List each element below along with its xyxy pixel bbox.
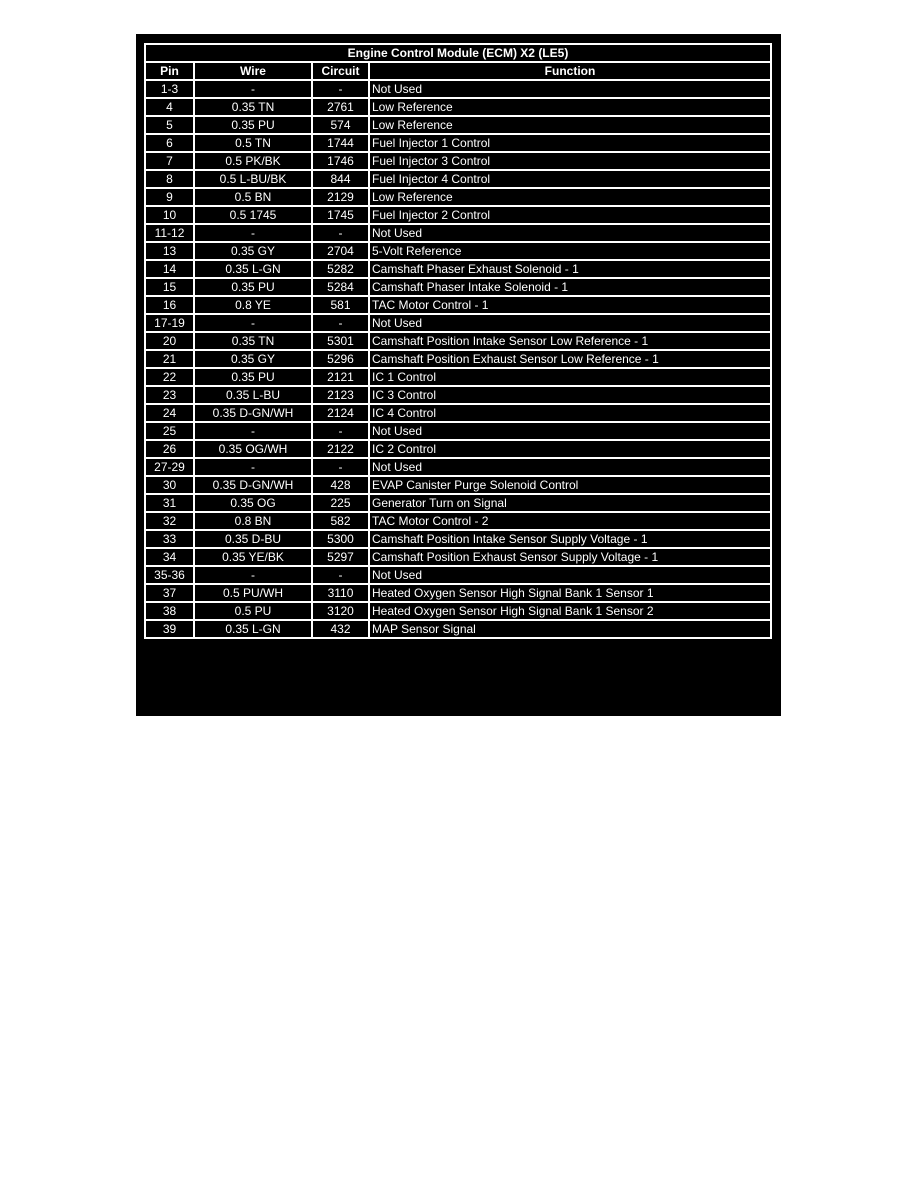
table-row — [146, 99, 770, 117]
table-row — [146, 567, 770, 585]
pin-cell: 11-12 — [146, 225, 195, 243]
function-cell: Low Reference — [370, 117, 770, 135]
pin-cell: 33 — [146, 531, 195, 549]
wire-cell: 0.5 1745 — [195, 207, 313, 225]
function-cell: Not Used — [370, 423, 770, 441]
pin-cell: 4 — [146, 99, 195, 117]
pin-cell: 16 — [146, 297, 195, 315]
wire-cell: 0.5 BN — [195, 189, 313, 207]
wire-cell: 0.5 PK/BK — [195, 153, 313, 171]
circuit-cell: 2123 — [313, 387, 370, 405]
table-row — [146, 315, 770, 333]
pin-cell: 35-36 — [146, 567, 195, 585]
circuit-cell: - — [313, 225, 370, 243]
circuit-cell: - — [313, 81, 370, 99]
table-row — [146, 225, 770, 243]
function-cell: Fuel Injector 3 Control — [370, 153, 770, 171]
circuit-cell: 581 — [313, 297, 370, 315]
wire-cell: 0.35 GY — [195, 243, 313, 261]
circuit-cell: 5284 — [313, 279, 370, 297]
function-cell: Camshaft Position Exhaust Sensor Supply Voltage - 1 — [370, 549, 770, 567]
function-cell: Not Used — [370, 315, 770, 333]
circuit-cell: 5296 — [313, 351, 370, 369]
pin-cell: 14 — [146, 261, 195, 279]
table-row — [146, 207, 770, 225]
circuit-cell: 5282 — [313, 261, 370, 279]
circuit-cell: 2761 — [313, 99, 370, 117]
circuit-cell: 1744 — [313, 135, 370, 153]
pin-cell: 24 — [146, 405, 195, 423]
function-cell: TAC Motor Control - 1 — [370, 297, 770, 315]
function-cell: Not Used — [370, 567, 770, 585]
circuit-cell: 582 — [313, 513, 370, 531]
pin-cell: 20 — [146, 333, 195, 351]
function-cell: Fuel Injector 4 Control — [370, 171, 770, 189]
table-row — [146, 297, 770, 315]
function-cell: Camshaft Position Intake Sensor Supply Voltage - 1 — [370, 531, 770, 549]
function-cell: Fuel Injector 2 Control — [370, 207, 770, 225]
table-row — [146, 477, 770, 495]
function-cell: Not Used — [370, 225, 770, 243]
wire-cell: 0.35 D-GN/WH — [195, 405, 313, 423]
wire-cell: 0.35 OG — [195, 495, 313, 513]
circuit-cell: 432 — [313, 621, 370, 637]
pin-cell: 30 — [146, 477, 195, 495]
table-row — [146, 495, 770, 513]
function-cell: Not Used — [370, 81, 770, 99]
pin-cell: 37 — [146, 585, 195, 603]
table-row — [146, 351, 770, 369]
wire-cell: 0.5 L-BU/BK — [195, 171, 313, 189]
circuit-cell: 3110 — [313, 585, 370, 603]
circuit-cell: - — [313, 459, 370, 477]
function-cell: Fuel Injector 1 Control — [370, 135, 770, 153]
pin-cell: 39 — [146, 621, 195, 637]
wire-cell: 0.35 YE/BK — [195, 549, 313, 567]
wire-cell: 0.35 L-BU — [195, 387, 313, 405]
wire-cell: 0.5 PU/WH — [195, 585, 313, 603]
wire-cell: 0.35 D-GN/WH — [195, 477, 313, 495]
pin-cell: 34 — [146, 549, 195, 567]
circuit-cell: - — [313, 567, 370, 585]
function-cell: IC 1 Control — [370, 369, 770, 387]
circuit-cell: 1746 — [313, 153, 370, 171]
wire-cell: 0.35 GY — [195, 351, 313, 369]
table-row — [146, 621, 770, 637]
circuit-cell: 2704 — [313, 243, 370, 261]
table-row — [146, 513, 770, 531]
pin-cell: 32 — [146, 513, 195, 531]
wire-cell: 0.8 YE — [195, 297, 313, 315]
wire-cell: 0.5 TN — [195, 135, 313, 153]
function-cell: MAP Sensor Signal — [372, 622, 476, 636]
function-cell: Camshaft Phaser Intake Solenoid - 1 — [370, 279, 770, 297]
table-row — [146, 441, 770, 459]
table-row — [146, 369, 770, 387]
wire-cell: - — [195, 567, 313, 585]
table-body — [146, 81, 770, 637]
circuit-cell: 5297 — [313, 549, 370, 567]
pin-cell: 22 — [146, 369, 195, 387]
table-row — [146, 171, 770, 189]
function-cell: Camshaft Position Intake Sensor Low Reference - 1 — [370, 333, 770, 351]
table-title: Engine Control Module (ECM) X2 (LE5) — [146, 45, 770, 63]
function-cell: Heated Oxygen Sensor High Signal Bank 1 Sensor 1 — [370, 585, 770, 603]
column-header-circuit: Circuit — [313, 63, 370, 81]
circuit-cell: 2124 — [313, 405, 370, 423]
function-cell: Low Reference — [370, 99, 770, 117]
function-cell: Generator Turn on Signal — [370, 495, 770, 513]
wire-cell: 0.35 PU — [195, 117, 313, 135]
column-header-function: Function — [370, 63, 770, 81]
pin-cell: 10 — [146, 207, 195, 225]
pin-cell: 9 — [146, 189, 195, 207]
circuit-cell: 428 — [313, 477, 370, 495]
circuit-cell: 225 — [313, 495, 370, 513]
table-row — [146, 531, 770, 549]
wire-cell: - — [195, 459, 313, 477]
table-row — [146, 81, 770, 99]
table-row — [146, 423, 770, 441]
function-cell: IC 2 Control — [370, 441, 770, 459]
function-cell: Camshaft Phaser Exhaust Solenoid - 1 — [370, 261, 770, 279]
circuit-cell: 1745 — [313, 207, 370, 225]
wire-cell: - — [195, 81, 313, 99]
pin-cell: 15 — [146, 279, 195, 297]
pin-cell: 27-29 — [146, 459, 195, 477]
pin-cell: 31 — [146, 495, 195, 513]
circuit-cell: - — [313, 423, 370, 441]
table-row — [146, 333, 770, 351]
pin-cell: 1-3 — [146, 81, 195, 99]
wire-cell: 0.35 PU — [195, 369, 313, 387]
circuit-cell: 5300 — [313, 531, 370, 549]
circuit-cell: 2122 — [313, 441, 370, 459]
pin-cell: 26 — [146, 441, 195, 459]
wire-cell: 0.35 L-GN — [195, 621, 313, 637]
table-row — [146, 261, 770, 279]
table-row — [146, 603, 770, 621]
table-row — [146, 405, 770, 423]
pin-cell: 23 — [146, 387, 195, 405]
function-cell: EVAP Canister Purge Solenoid Control — [370, 477, 770, 495]
table-frame — [136, 34, 781, 716]
function-cell: Camshaft Position Exhaust Sensor Low Reference - 1 — [370, 351, 770, 369]
table-row — [146, 153, 770, 171]
table-row — [146, 117, 770, 135]
connector-pinout-table — [144, 43, 772, 639]
table-row — [146, 279, 770, 297]
table-row — [146, 135, 770, 153]
circuit-cell: 574 — [313, 117, 370, 135]
table-row — [146, 387, 770, 405]
circuit-cell: 3120 — [313, 603, 370, 621]
pin-cell: 21 — [146, 351, 195, 369]
circuit-cell: 5301 — [313, 333, 370, 351]
wire-cell: 0.35 D-BU — [195, 531, 313, 549]
table-row — [146, 585, 770, 603]
wire-cell: 0.35 OG/WH — [195, 441, 313, 459]
table-row — [146, 549, 770, 567]
pin-cell: 17-19 — [146, 315, 195, 333]
function-cell: TAC Motor Control - 2 — [370, 513, 770, 531]
pin-cell: 8 — [146, 171, 195, 189]
pin-cell: 6 — [146, 135, 195, 153]
table-header-row — [146, 63, 770, 81]
wire-cell: 0.35 L-GN — [195, 261, 313, 279]
table-row — [146, 459, 770, 477]
wire-cell: 0.5 PU — [195, 603, 313, 621]
wire-cell: - — [195, 225, 313, 243]
wire-cell: 0.8 BN — [195, 513, 313, 531]
wire-cell: 0.35 TN — [195, 333, 313, 351]
pin-cell: 13 — [146, 243, 195, 261]
circuit-cell: 844 — [313, 171, 370, 189]
circuit-cell: - — [313, 315, 370, 333]
pin-cell: 38 — [146, 603, 195, 621]
table-row — [146, 243, 770, 261]
wire-cell: - — [195, 315, 313, 333]
pin-cell: 7 — [146, 153, 195, 171]
function-cell: IC 4 Control — [370, 405, 770, 423]
function-cell: 5-Volt Reference — [370, 243, 770, 261]
function-cell: Not Used — [370, 459, 770, 477]
wire-cell: 0.35 TN — [195, 99, 313, 117]
pin-cell: 5 — [146, 117, 195, 135]
function-cell: Heated Oxygen Sensor High Signal Bank 1 Sensor 2 — [370, 603, 770, 621]
function-cell: Low Reference — [370, 189, 770, 207]
table-row — [146, 189, 770, 207]
wire-cell: - — [195, 423, 313, 441]
circuit-cell: 2121 — [313, 369, 370, 387]
wire-cell: 0.35 PU — [195, 279, 313, 297]
pin-cell: 25 — [146, 423, 195, 441]
function-cell: IC 3 Control — [370, 387, 770, 405]
column-header-pin: Pin — [146, 63, 195, 81]
column-header-wire: Wire — [195, 63, 313, 81]
circuit-cell: 2129 — [313, 189, 370, 207]
